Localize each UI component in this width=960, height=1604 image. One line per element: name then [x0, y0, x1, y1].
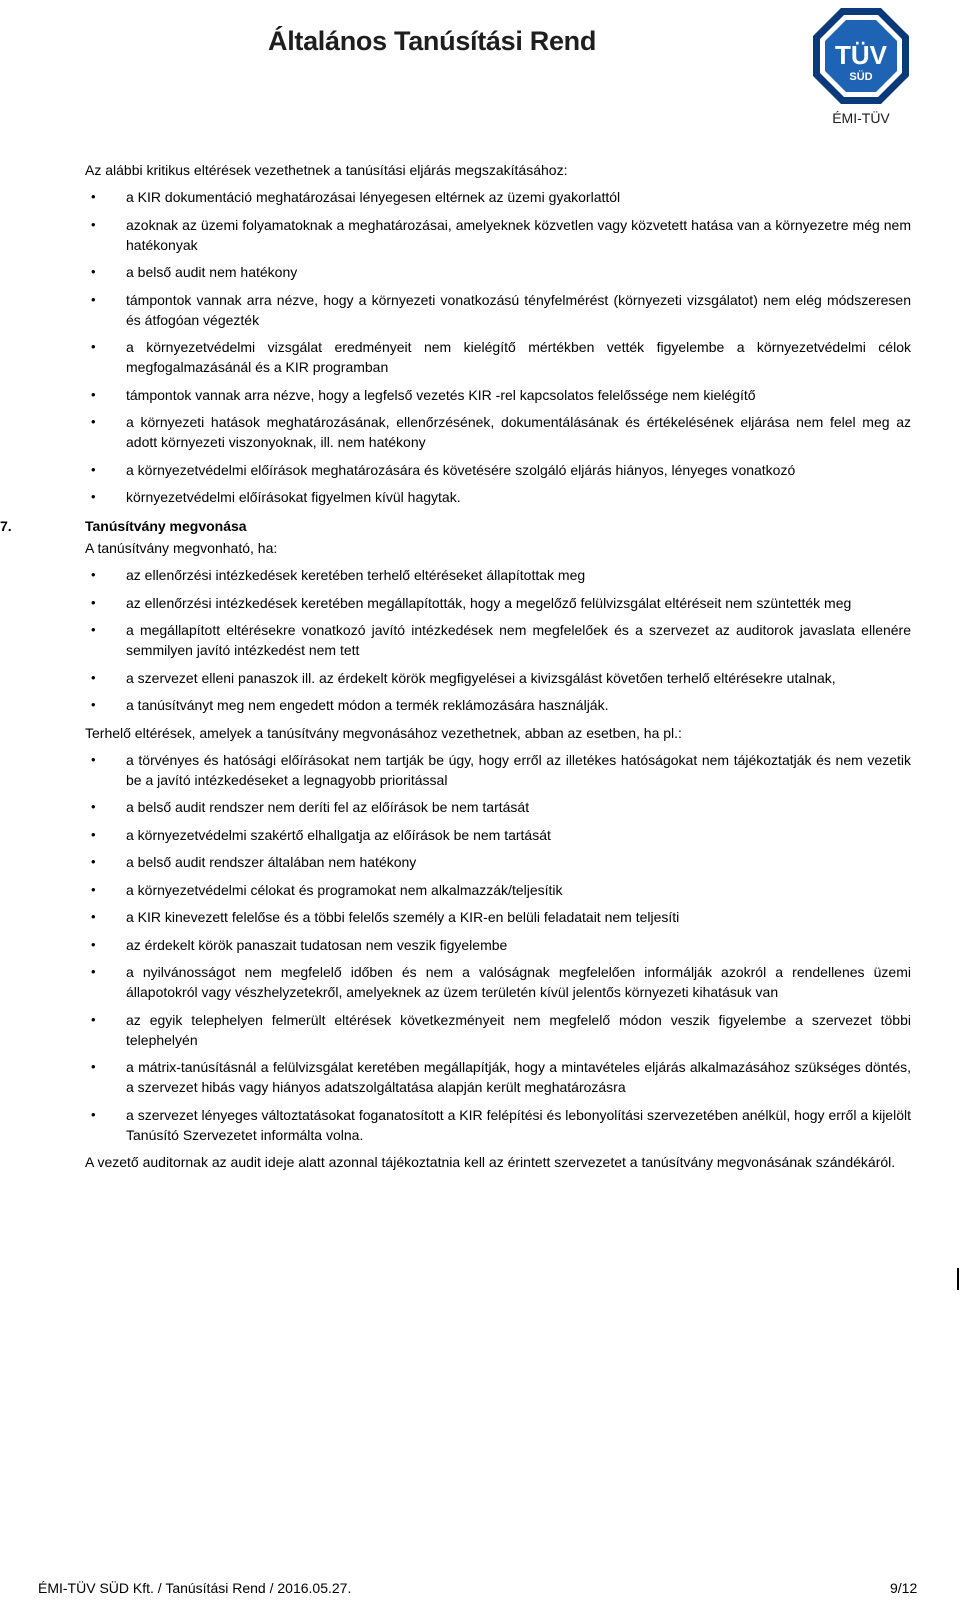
revocation-condition-list: [85, 565, 911, 715]
list-item: • a mátrix-tanúsításnál a felülvizsgálat keretében megállapítják, hogy a mintavételes eljárás alkalmazásához szükséges döntés, a szervezet hibás vagy hiányos adatszolgáltatása alapján került meghatározásra: [85, 1057, 911, 1097]
logo-sub: SÜD: [849, 71, 873, 83]
logo-caption: ÉMI-TÜV: [832, 110, 890, 126]
closing-paragraph: A vezető auditornak az audit ideje alatt azonnal tájékoztatnia kell az érintett szervezetet a tanúsítvány megvonásának szándékáról.: [85, 1154, 896, 1170]
document-title: Általános Tanúsítási Rend: [268, 26, 597, 56]
critical-deviation-list: [85, 187, 911, 507]
list-item: • az ellenőrzési intézkedések keretében megállapították, hogy a megelőző felülvizsgálat eltéréseit nem szüntették meg: [85, 593, 911, 613]
list-item: • a környezetvédelmi előírások meghatározására és követésére szolgáló eljárás hiányos, lényeges vonatkozó: [85, 460, 911, 480]
list-item: • az egyik telephelyen felmerült eltérések következményeit nem megfelelő módon veszik figyelembe a szervezet többi telephelyén: [85, 1010, 911, 1050]
list-item: • a törvényes és hatósági előírásokat nem tartják be úgy, hogy erről az illetékes hatóságokat nem tájékoztatják és nem vezetik be a javító intézkedéseket a legnagyobb prioritással: [85, 750, 911, 790]
list-item: • az ellenőrzési intézkedések keretében terhelő eltéréseket állapítottak meg: [85, 565, 911, 585]
list-item: • a KIR kinevezett felelőse és a többi felelős személy a KIR-en belüli feladatait nem teljesíti: [85, 907, 911, 927]
tuv-logo: [811, 6, 911, 128]
list-item: • a környezetvédelmi szakértő elhallgatja az előírások be nem tartását: [85, 825, 911, 845]
list-item: • a környezetvédelmi célokat és programokat nem alkalmazzák/teljesítik: [85, 880, 911, 900]
logo-mark: TÜV: [835, 40, 887, 70]
footer-page-number: 9/12: [890, 1580, 918, 1596]
section-lead-2: Terhelő eltérések, amelyek a tanúsítvány megvonásához vezethetnek, abban az esetben, ha pl.:: [85, 724, 682, 741]
section-number: 7.: [0, 518, 12, 534]
list-item: • az érdekelt körök panaszait tudatosan nem veszik figyelembe: [85, 935, 911, 955]
section-heading: [0, 516, 911, 536]
intro-paragraph: Az alábbi kritikus eltérések vezethetnek a tanúsítási eljárás megszakításához:: [85, 162, 568, 178]
list-item: • a környezetvédelmi vizsgálat eredményeit nem kielégítő mértékben vették figyelembe a környezetvédelmi célok megfogalmazásánál és a KIR programban: [85, 337, 911, 377]
list-item: • a belső audit rendszer nem deríti fel az előírások be nem tartását: [85, 797, 911, 817]
text-cursor-mark: [957, 1268, 959, 1290]
list-item: • a KIR dokumentáció meghatározásai lényegesen eltérnek az üzemi gyakorlattól: [85, 187, 911, 207]
list-item: • a tanúsítványt meg nem engedett módon a termék reklámozására használják.: [85, 695, 911, 715]
list-item: • a belső audit rendszer általában nem hatékony: [85, 852, 911, 872]
list-item: • a belső audit nem hatékony: [85, 262, 911, 282]
section-title: Tanúsítvány megvonása: [85, 518, 247, 534]
aggravating-deviation-list: [85, 750, 911, 1145]
list-item: • a szervezet lényeges változtatásokat foganatosított a KIR felépítési és lebonyolítási szervezetében anélkül, hogy erről a kijelölt Tanúsító Szervezetet informálta volna.: [85, 1105, 911, 1145]
list-item: • környezetvédelmi előírásokat figyelmen kívül hagytak.: [85, 487, 911, 507]
list-item: • azoknak az üzemi folyamatoknak a meghatározásai, amelyeknek közvetlen vagy közvetett hatása van a környezetre még nem hatékonyak: [85, 215, 911, 255]
tuv-octagon-icon: [811, 6, 911, 106]
list-item: • a nyilvánosságot nem megfelelő időben és nem a valóságnak megfelelően informálják azokról a rendellenes üzemi állapotokról vagy vészhelyzetekről, amelyeknek az üzem területén kívül jelentős környezeti kihatásuk van: [85, 962, 911, 1002]
list-item: • támpontok vannak arra nézve, hogy a környezeti vonatkozású tényfelmérést (környezeti vizsgálatot) nem elég módszeresen és átfogóan végezték: [85, 290, 911, 330]
list-item: • a környezeti hatások meghatározásának, ellenőrzésének, dokumentálásának és értékelésének eljárása nem felel meg az adott környezeti viszonyoknak, ill. nem hatékony: [85, 412, 911, 452]
section-lead: A tanúsítvány megvonható, ha:: [85, 540, 278, 556]
list-item: • a szervezet elleni panaszok ill. az érdekelt körök megfigyelései a kivizsgálást követően terhelő eltérésekre utalnak,: [85, 668, 911, 688]
list-item: • támpontok vannak arra nézve, hogy a legfelső vezetés KIR -rel kapcsolatos felelőssége nem kielégítő: [85, 385, 911, 405]
footer-document-info: ÉMI-TÜV SÜD Kft. / Tanúsítási Rend / 2016.05.27.: [38, 1580, 352, 1596]
list-item: • a megállapított eltérésekre vonatkozó javító intézkedések nem megfelelőek és a szervezet az auditorok javaslata ellenére semmilyen javító intézkedést nem tett: [85, 620, 911, 660]
document-body: [0, 160, 911, 1179]
